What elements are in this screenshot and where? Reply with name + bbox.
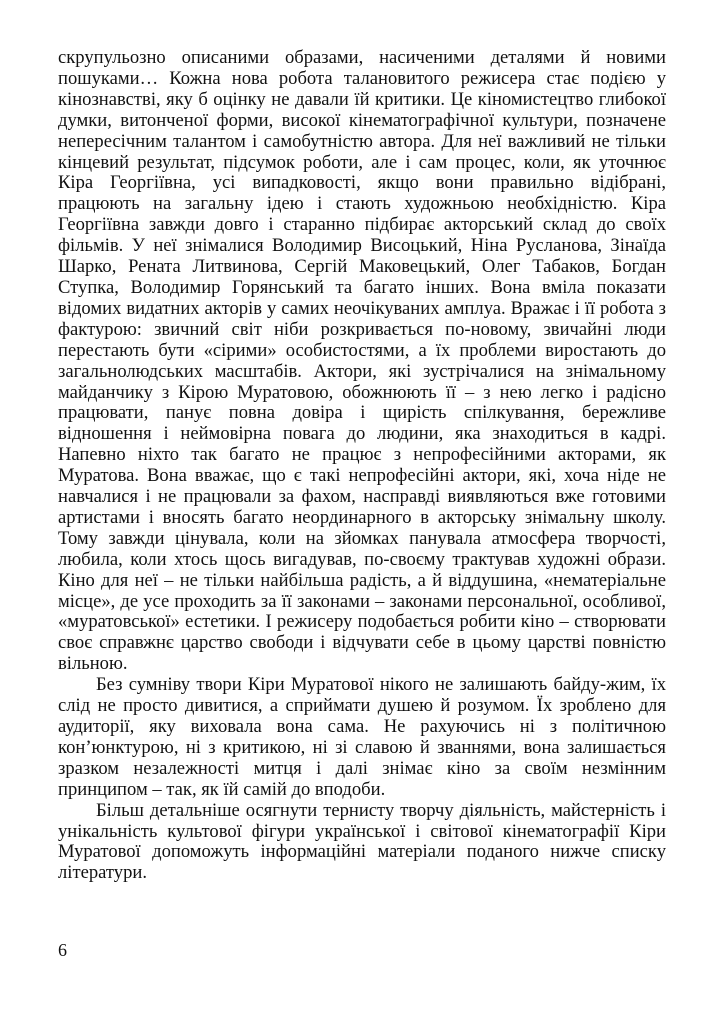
- page-number: 6: [58, 940, 67, 960]
- page-body: [58, 48, 666, 884]
- paragraph-bibliography-intro: Більш детальніше осягнути тернисту творчу діяльність, майстерність і унікальність культової фігури української і світової кінематографії Кіри Муратової допоможуть інформаційні матеріали поданого нижче списку літератури.: [58, 799, 666, 884]
- paragraph-works-impact: Без сумніву твори Кіри Муратової нікого не залишають байду-жим, їх слід не просто дивитися, а сприймати душею й розумом. Їх зроблено для аудиторії, яку виховала вона сама. Не рахуючись ні з політичною кон’юнктурою, ні з критикою, ні зі славою й званнями, вона залишається зразком незалежності митця і далі знімає кіно за своїм незмінним принципом – так, як їй самій до вподоби.: [58, 674, 666, 800]
- paragraph-continuation: скрупульозно описаними образами, насиченими деталями й новими пошуками… Кожна нова робота талановитого режисера стає подією у кінознавстві, яку б оцінку не давали їй критики. Це кіномистецтво глибокої думки, витонченої форми, високої кінематографічної культури, позначене непересічним талантом і самобутністю автора. Для неї важливий не тільки кінцевий результат, підсумок роботи, але і сам процес, коли, як уточнює Кіра Георгіївна, усі випадковості, якщо вони правильно відібрані, працюють на загальну ідею і стають художньою необхідністю. Кіра Георгіївна завжди довго і старанно підбирає акторський склад до своїх фільмів. У неї знімалися Володимир Висоцький, Ніна Русланова, Зінаїда Шарко, Рената Литвинова, Сергій Маковецький, Олег Табаков, Богдан Ступка, Володимир Горянський та багато інших. Вона вміла показати відомих видатних акторів у самих неочікуваних амплуа. Вражає і її робота з фактурою: звичний світ ніби розкривається по-новому, звичайні люди перестають бути «сірими» особистостями, а їх проблеми виростають до загальнолюдських масштабів. Актори, які зустрічалися на знімальному майданчику з Кірою Муратовою, обожнюють її – з нею легко і радісно працювати, панує повна довіра і щирість спілкування, бережливе відношення і неймовірна повага до людини, яка знаходиться в кадрі. Напевно ніхто так багато не працює з непрофесійними акторами, як Муратова. Вона вважає, що є такі непрофесійні актори, які, хоча ніде не навчалися і не працювали за фахом, насправді виявляються вже готовими артистами і вносять багато неординарного в акторську знімальну школу. Тому завжди цінувала, коли на зйомках панувала атмосфера творчості, любила, коли хтось щось вигадував, по-своєму трактував художні образи. Кіно для неї – не тільки найбільша радість, а й віддушина, «нематеріальне місце», де усе проходить за її законами – законами персональної, особливої, «муратовської» естетики. І режисеру подобається робити кіно – створювати своє справжнє царство свободи і відчувати себе в цьому царстві повністю вільною.: [58, 47, 666, 675]
